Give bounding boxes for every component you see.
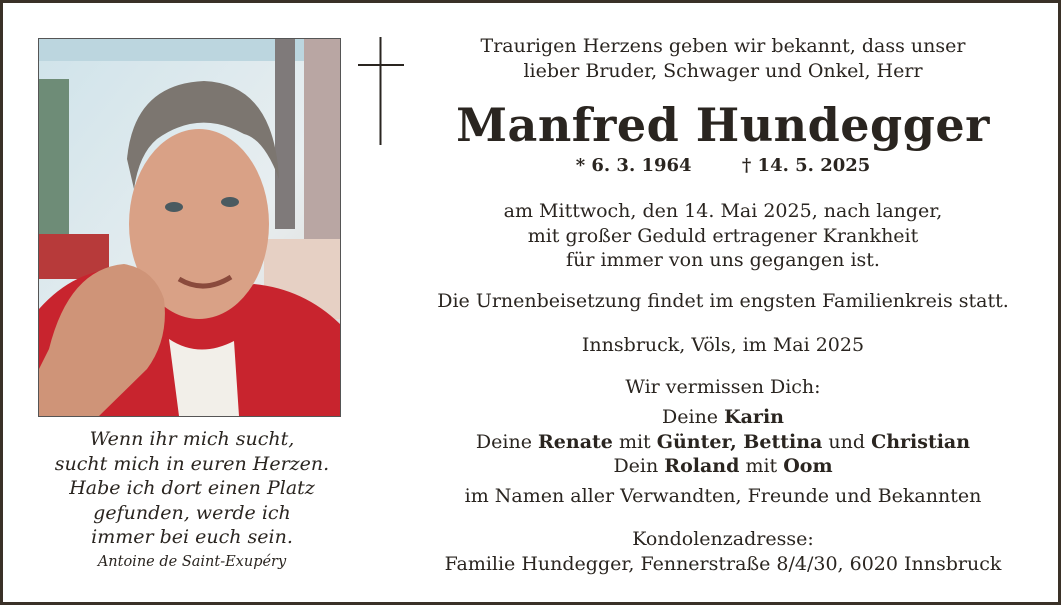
quote-line: sucht mich in euren Herzen. [54, 452, 330, 475]
cross-icon [358, 37, 406, 145]
family-connector: und [828, 430, 866, 453]
deceased-name: Manfred Hundegger [456, 98, 990, 152]
family-list [423, 405, 1023, 479]
passing-line: mit großer Geduld ertragener Krankheit [527, 224, 919, 247]
family-member-name: Günter, Bettina [656, 430, 823, 453]
passing-text [423, 199, 1023, 273]
passing-line: für immer von uns gegangen ist. [566, 249, 880, 271]
family-prefix: Deine [475, 430, 532, 453]
passing-line: am Mittwoch, den 14. Mai 2025, nach langer, [503, 200, 943, 222]
quote-line: Wenn ihr mich sucht, [89, 428, 295, 450]
condolence-label: Kondolenzadresse: [632, 528, 814, 550]
family-member-name: Karin [724, 406, 784, 428]
family-connector: mit [745, 455, 778, 477]
family-member-name: Christian [871, 430, 971, 453]
family-connector: mit [618, 430, 651, 453]
miss-you-line: Wir vermissen Dich: [625, 376, 821, 398]
quote-line: immer bei euch sein. [91, 526, 293, 548]
family-prefix: Dein [613, 455, 659, 477]
family-prefix: Deine [662, 406, 719, 428]
life-dates [423, 154, 1023, 178]
burial-notice: Die Urnenbeisetzung findet im engsten Familienkreis statt. [437, 290, 1009, 312]
death-date: † 14. 5. 2025 [741, 155, 871, 176]
quote-line: Habe ich dort einen Platz [69, 477, 315, 499]
quote-author: Antoine de Saint-Exupéry [97, 553, 287, 570]
family-member-name: Renate [538, 430, 613, 453]
portrait-illustration [39, 39, 340, 416]
place-date: Innsbruck, Völs, im Mai 2025 [581, 334, 865, 356]
family-member-name: Roland [664, 455, 740, 477]
announcement [423, 34, 1023, 83]
condolence-block [423, 527, 1023, 576]
announcement-line: lieber Bruder, Schwager und Onkel, Herr [523, 59, 923, 82]
announcement-line: Traurigen Herzens geben wir bekannt, dass unser [480, 35, 966, 57]
quote-line: gefunden, werde ich [93, 501, 291, 524]
memorial-quote [33, 427, 351, 574]
portrait-photo [38, 38, 341, 417]
birth-date: * 6. 3. 1964 [575, 155, 692, 176]
condolence-address: Familie Hundegger, Fennerstraße 8/4/30, 6020 Innsbruck [444, 552, 1002, 575]
family-line [423, 430, 1023, 455]
family-line [423, 454, 1023, 479]
family-line [423, 405, 1023, 430]
family-member-name: Oom [783, 455, 833, 477]
on-behalf-line: im Namen aller Verwandten, Freunde und Bekannten [464, 485, 982, 507]
